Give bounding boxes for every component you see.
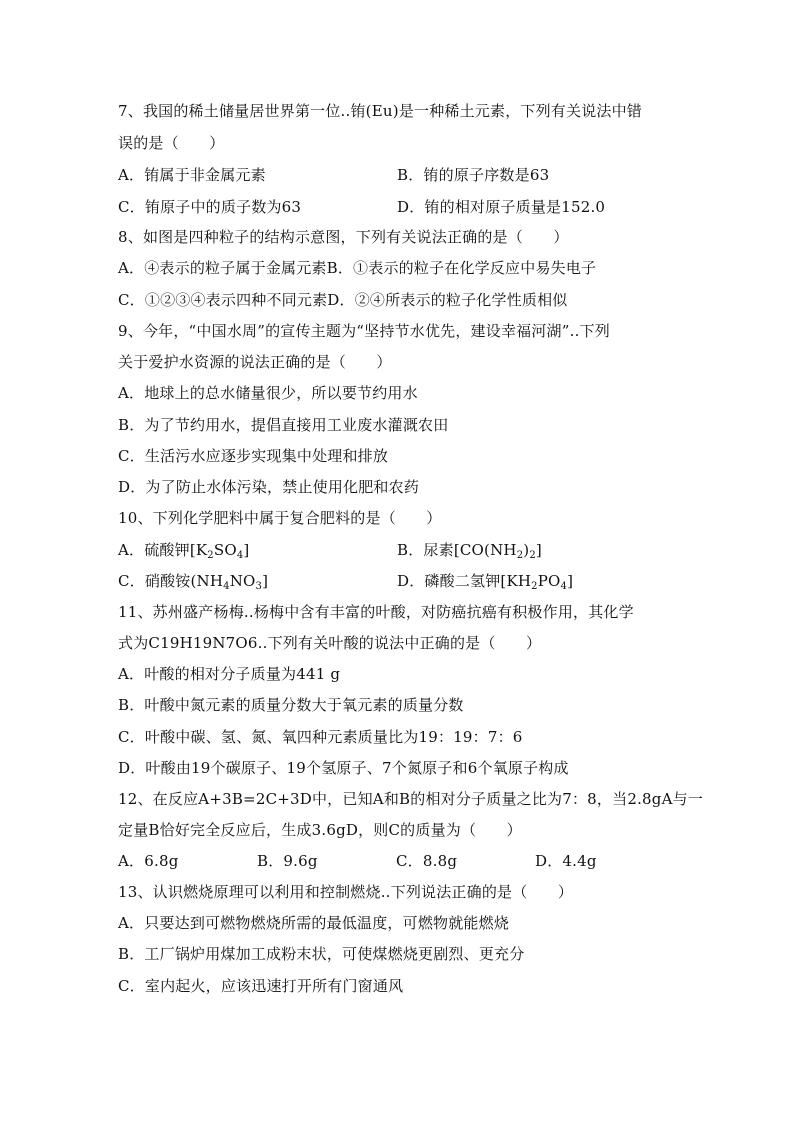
q9-option-d: D．为了防止水体污染，禁止使用化肥和农药 <box>118 478 420 496</box>
q8-option-ab: A．④表示的粒子属于金属元素B．①表示的粒子在化学反应中易失电子 <box>118 259 597 277</box>
q10-option-b: B．尿素$[CO(NH_2)_2]$ <box>397 541 542 561</box>
q11-option-c: C．叶酸中碳、氢、氮、氧四种元素质量比为19：19：7：6 <box>118 728 523 746</box>
q7-option-c: C．铕原子中的质子数为63 <box>118 198 302 216</box>
q13-stem: 13、认识燃烧原理可以利用和控制燃烧..下列说法正确的是（ ） <box>118 883 574 901</box>
q11-stem-line2: 式为C19H19N7O6..下列有关叶酸的说法中正确的是（ ） <box>118 634 542 652</box>
q7-option-a: A．铕属于非金属元素 <box>118 166 266 184</box>
q9-option-c: C．生活污水应逐步实现集中处理和排放 <box>118 447 389 465</box>
q11-option-b: B．叶酸中氮元素的质量分数大于氧元素的质量分数 <box>118 696 464 714</box>
q12-options-row <box>118 851 674 871</box>
q9-stem-line1: 9、今年，“中国水周”的宣传主题为“坚持节水优先，建设幸福河湖”..下列 <box>118 322 610 340</box>
q13-option-b: B．工厂锅炉用煤加工成粉末状，可使煤燃烧更剧烈、更充分 <box>118 945 525 963</box>
q11-option-d: D．叶酸由19个碳原子、19个氢原子、7个氮原子和6个氧原子构成 <box>118 759 569 777</box>
q8-option-cd: C．①②③④表示四种不同元素D．②④所表示的粒子化学性质相似 <box>118 291 568 309</box>
q8-stem: 8、如图是四种粒子的结构示意图，下列有关说法正确的是（ ） <box>118 228 569 246</box>
q10-option-d: D．磷酸二氢钾$[KH_2PO_4]$ <box>397 572 574 592</box>
q11-stem-line1: 11、苏州盛产杨梅..杨梅中含有丰富的叶酸，对防癌抗癌有积极作用，其化学 <box>118 603 634 621</box>
q13-option-a: A．只要达到可燃物燃烧所需的最低温度，可燃物就能燃烧 <box>118 914 510 932</box>
q7-stem-line2: 误的是（ ） <box>118 134 225 152</box>
q10-stem: 10、下列化学肥料中属于复合肥料的是（ ） <box>118 509 442 527</box>
q10-option-c: C．硝酸铵$(NH_4NO_3]$ <box>118 572 269 592</box>
q12-option-a: A．6.8g <box>118 852 179 870</box>
q11-option-a: A．叶酸的相对分子质量为441 g <box>118 665 341 683</box>
q7-option-d: D．铕的相对原子质量是152.0 <box>397 198 606 216</box>
q12-option-c: C．8.8g <box>396 852 458 870</box>
q9-option-b: B．为了节约用水，提倡直接用工业废水灌溉农田 <box>118 416 449 434</box>
q12-option-d: D．4.4g <box>535 852 597 870</box>
q9-stem-line2: 关于爱护水资源的说法正确的是（ ） <box>118 353 392 371</box>
q9-option-a: A．地球上的总水储量很少，所以要节约用水 <box>118 384 418 402</box>
q12-option-b: B．9.6g <box>257 852 318 870</box>
q12-stem-line1: 12、在反应A+3B=2C+3D中，已知A和B的相对分子质量之比为7：8，当2.8gA与一 <box>118 790 704 808</box>
q12-stem-line2: 定量B恰好完全反应后，生成3.6gD，则C的质量为（ ） <box>118 821 522 839</box>
q7-stem-line1: 7、我国的稀土储量居世界第一位..铕(Eu)是一种稀土元素，下列有关说法中错 <box>118 102 642 120</box>
q7-option-b: B．铕的原子序数是63 <box>397 166 550 184</box>
q13-option-c: C．室内起火，应该迅速打开所有门窗通风 <box>118 977 404 995</box>
q10-option-a: A．硫酸钾$[K_2SO_4]$ <box>118 541 250 561</box>
